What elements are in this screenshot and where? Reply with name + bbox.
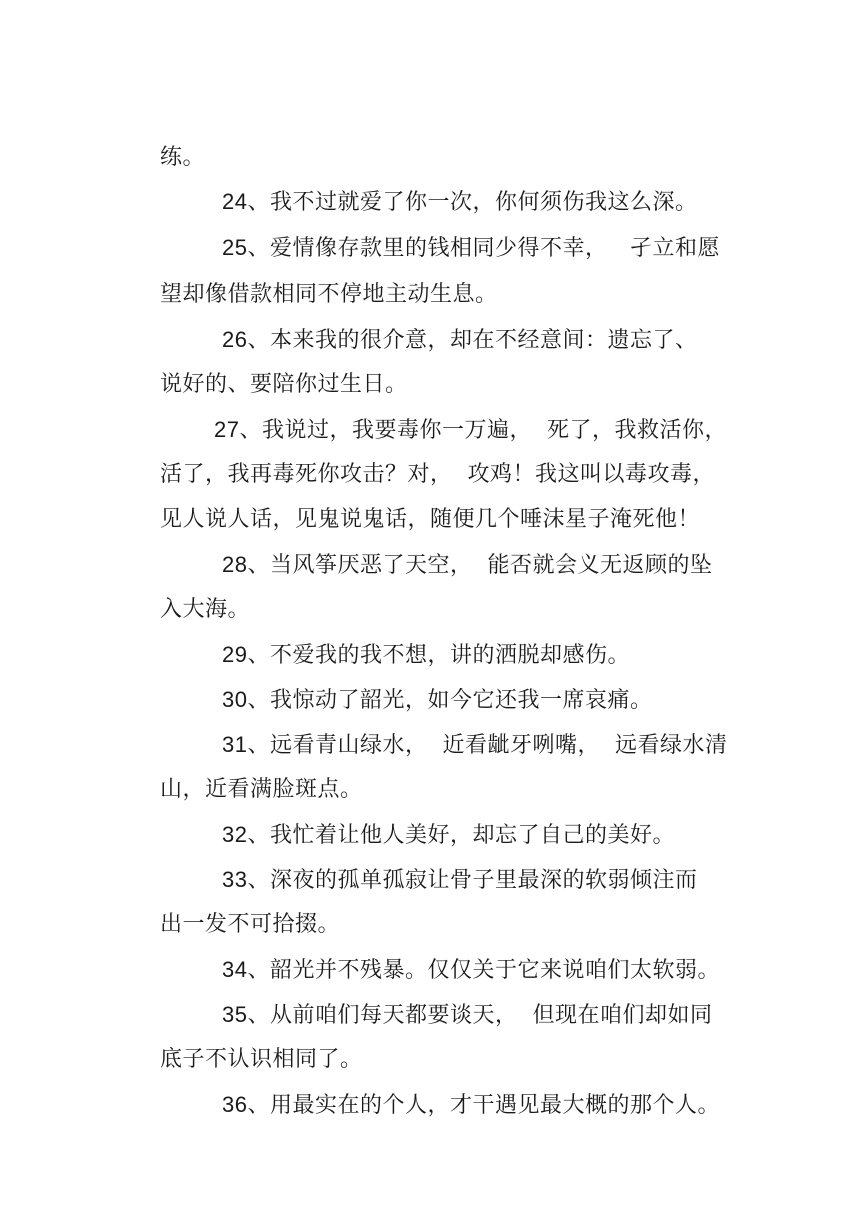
quote-30	[192, 655, 653, 713]
line-text: 练。	[159, 145, 205, 170]
item-number: 28	[221, 552, 248, 577]
quote-34	[192, 925, 720, 983]
line-text: 见人说人话，见鬼说鬼话，随便几个唾沫星子淹死他！	[159, 507, 700, 532]
item-number: 35	[221, 1002, 248, 1027]
line-text: 、当风筝厌恶了天空， 能否就会义无返顾的坠	[247, 553, 713, 578]
line-text: 、深夜的孤单孤寂让骨子里最深的软弱倾注而	[247, 868, 698, 893]
item-number: 25	[221, 235, 248, 260]
item-number: 33	[221, 867, 248, 892]
line-text: 、从前咱们每天都要谈天， 但现在咱们却如同	[247, 1003, 713, 1028]
item-number: 26	[221, 327, 248, 352]
item-number: 32	[221, 822, 248, 847]
line-text: 说好的、要陪你过生日。	[159, 372, 408, 397]
line-text: 、本来我的很介意，却在不经意间：遗忘了、	[247, 328, 698, 353]
item-number: 24	[221, 189, 248, 214]
line-text: 、我说过，我要毒你一万遍， 死了，我救活你，	[239, 418, 727, 443]
line-text: 、爱情像存款里的钱相同少得不幸， 孑立和愿	[247, 236, 720, 261]
text-line-continuation	[130, 430, 715, 487]
item-number: 34	[221, 957, 248, 982]
quote-24	[192, 157, 698, 215]
line-text: 、韶光并不残暴。仅仅关于它来说咱们太软弱。	[247, 958, 720, 983]
quote-26	[192, 295, 698, 353]
line-text: 、不爱我的我不想，讲的洒脱却感伤。	[247, 643, 630, 668]
line-text: 山，近看满脸斑点。	[159, 777, 363, 802]
quote-29	[192, 610, 630, 668]
line-text: 活了，我再毒死你攻击？对， 攻鸡！我这叫以毒攻毒，	[159, 462, 715, 487]
quote-33	[192, 835, 698, 893]
item-number: 31	[221, 732, 248, 757]
line-text: 、远看青山绿水， 近看龇牙咧嘴， 远看绿水清	[247, 733, 728, 758]
line-text: 入大海。	[159, 597, 250, 622]
line-text: 、我不过就爱了你一次，你何须伤我这么深。	[247, 190, 698, 215]
line-text: 底子不认识相同了。	[159, 1047, 363, 1072]
text-line-continuation	[130, 565, 250, 622]
line-text: 、我忙着让他人美好，却忘了自己的美好。	[247, 823, 675, 848]
quote-31	[192, 700, 728, 758]
quote-27	[184, 385, 727, 443]
text-line-continuation	[130, 880, 340, 937]
text-line-continuation	[130, 475, 700, 532]
quote-35	[192, 970, 713, 1028]
text-line-continuation	[130, 1015, 363, 1072]
line-text: 出一发不可拾掇。	[159, 912, 340, 937]
quote-36	[192, 1060, 720, 1118]
text-line-continuation	[130, 250, 498, 307]
line-text: 、用最实在的个人，才干遇见最大概的那个人。	[247, 1093, 720, 1118]
line-text: 望却像借款相同不停地主动生息。	[159, 282, 498, 307]
item-number: 36	[221, 1092, 248, 1117]
quote-28	[192, 520, 713, 578]
text-line-continuation	[130, 340, 408, 397]
line-text: 、我惊动了韶光，如今它还我一席哀痛。	[247, 688, 653, 713]
text-line-continuation	[130, 113, 205, 170]
item-number: 30	[221, 687, 248, 712]
quote-32	[192, 790, 675, 848]
item-number: 29	[221, 642, 248, 667]
item-number: 27	[213, 417, 240, 442]
quote-25	[192, 203, 720, 261]
text-line-continuation	[130, 745, 363, 802]
